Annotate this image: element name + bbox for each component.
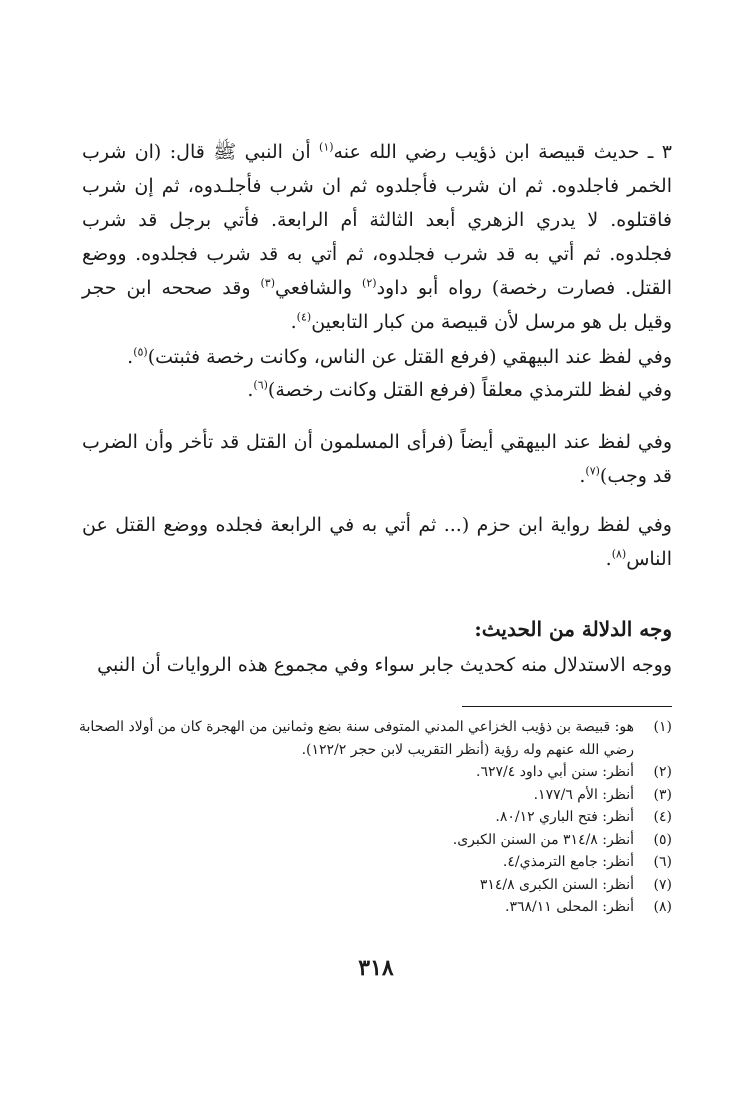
footnote-number: (٥)	[653, 831, 672, 848]
footnote-ref-7: (٧)	[585, 464, 600, 478]
footnote-ref-6: (٦)	[253, 378, 268, 392]
footnote-number: (٣)	[653, 786, 672, 803]
body-paragraph-4: وفي لفظ عند البيهقي أيضاً (فرأى المسلمون أن القتل قد تأخر وأن الضرب قد وجب)$^{(٧)}$.	[82, 431, 672, 487]
footnote-divider	[462, 706, 672, 707]
footnote-ref-2: (٢)	[362, 276, 377, 290]
body-paragraph-3: وفي لفظ للترمذي معلقاً (فرفع القتل وكانت رخصة)$^{(٦)}$.	[247, 378, 672, 401]
footnote-text: أنظر: ٣١٤/٨ من السنن الكبرى.	[452, 831, 634, 848]
body-paragraph-5: وفي لفظ رواية ابن حزم (... ثم أتي به في الرابعة فجلده ووضع القتل عن الناس$^{(٨)}$.	[82, 514, 672, 570]
footnote-ref-1: (١)	[319, 140, 334, 154]
footnote-item	[72, 874, 672, 897]
footnote-text: هو: قبيصة بن ذؤيب الخزاعي المدني المتوفى سنة بضع وثمانين من الهجرة كان من أولاد الصحابة رضي الله عنهم وله رؤية (أنظر التقريب لابن حجر ١٢٢/٢).	[79, 719, 634, 758]
footnote-text: أنظر: المحلى ٣٦٨/١١.	[505, 899, 634, 915]
footnote-item	[72, 829, 672, 852]
footnote-ref-4: (٤)	[296, 310, 312, 324]
page-number: ٣١٨	[358, 955, 394, 981]
footnote-item	[72, 896, 672, 919]
footnote-text: أنظر: جامع الترمذي/٤.	[502, 854, 634, 870]
footnote-number: (٧)	[653, 876, 672, 893]
footnote-ref-3: (٣)	[260, 276, 275, 290]
section-heading: وجه الدلالة من الحديث:	[474, 617, 672, 641]
footnote-item	[72, 851, 672, 874]
footnote-number: (٨)	[653, 899, 672, 915]
footnote-item	[72, 716, 672, 761]
footnote-ref-8: (٨)	[611, 547, 627, 561]
footnote-item	[72, 784, 672, 807]
footnote-number: (٤)	[653, 809, 672, 825]
footnote-ref-5: (٥)	[133, 345, 148, 359]
footnote-number: (٦)	[653, 854, 672, 870]
footnote-text: أنظر: السنن الكبرى ٣١٤/٨	[479, 876, 634, 893]
body-paragraph-1: ٣ ـ حديث قبيصة ابن ذؤيب رضي الله عنه$^{(١)}$ أن النبي ﷺ قال: (ان شرب الخمر فاجلدوه. ثم ان شرب فأجلدوه ثم ان شرب فأجلـدوه، ثم إن شرب فاقتلوه. لا يدري الزهري أبعد الثالثة أم الرابعة. فأتي برجل قد شرب فجلدوه. ثم أتي به قد شرب فجلدوه، ثم أتي به قد شرب فجلدوه. ووضع القتل. فصارت رخصة) رواه أبو داود$^{(٢)}$ والشافعي$^{(٣)}$ وقد صححه ابن حجر وقيل بل هو مرسل لأن قبيصة من كبار التابعين$^{(٤)}$.	[82, 140, 672, 333]
footnote-item	[72, 806, 672, 829]
body-paragraph-6: ووجه الاستدلال منه كحديث جابر سواء وفي مجموع هذه الروايات أن النبي	[97, 654, 672, 676]
footnote-number: (١)	[653, 719, 672, 735]
footnote-text: أنظر: سنن أبي داود ٦٢٧/٤.	[476, 764, 634, 780]
footnote-number: (٢)	[653, 764, 672, 780]
footnote-text: أنظر: فتح الباري ٨٠/١٢.	[495, 809, 634, 825]
footnote-item	[72, 761, 672, 784]
footnotes-list	[72, 716, 672, 919]
body-paragraph-2: وفي لفظ عند البيهقي (فرفع القتل عن الناس، وكانت رخصة فثبتت)$^{(٥)}$.	[127, 345, 672, 368]
footnote-text: أنظر: الأم ١٧٧/٦.	[533, 786, 634, 803]
